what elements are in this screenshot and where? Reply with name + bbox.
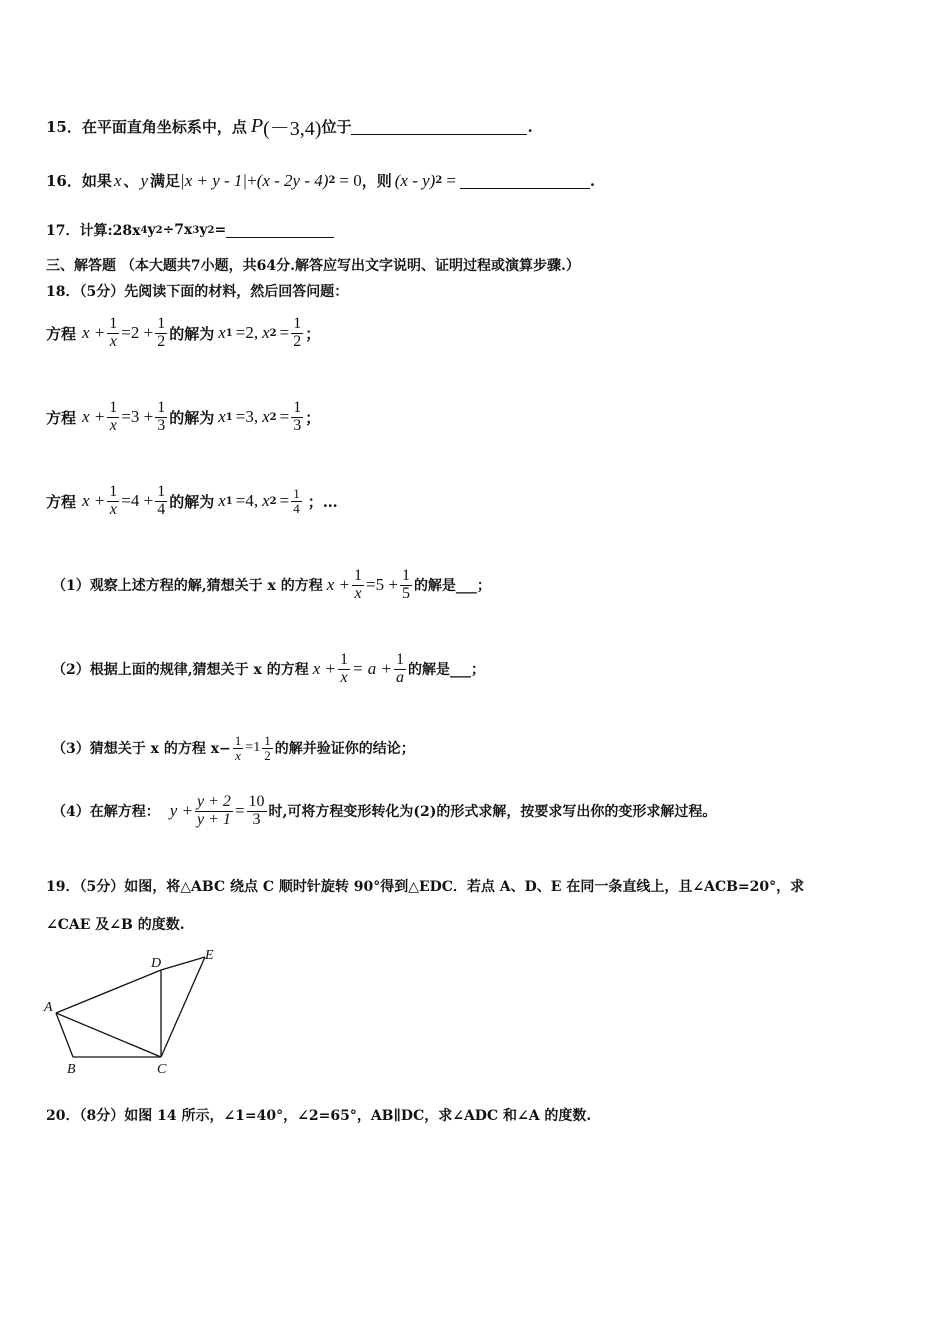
section-heading: 三、解答题 （本大题共7小题，共64分.解答应写出文字说明、证明过程或演算步骤.）: [46, 258, 580, 274]
label-C: C: [157, 1062, 167, 1077]
question-19-line-2: ∠CAE 及∠B 的度数.: [46, 917, 185, 933]
fraction: $\frac{10}{3}$: [248, 793, 265, 828]
equation-3: 方程 x + $\frac{1}{x}$ =4 + $\frac{1}{4}$ 的解为 x 1 =4, x 2 = $\frac{1}{4}$ ；…: [46, 483, 338, 518]
part-4: （4）在解方程： y + $\frac{y + 2}{y + 1}$ = $\frac{10}{3}$ 时,可将方程变形转化为(2)的形式求解，按要求写出你的变形求解过程。: [52, 793, 717, 828]
fraction: $\frac{1}{x}$: [234, 733, 242, 763]
fraction: $\frac{1}{4}$: [157, 483, 166, 518]
fraction: $\frac{1}{3}$: [293, 399, 302, 434]
fraction: 1 2: [264, 733, 271, 763]
answer-blank[interactable]: [460, 173, 590, 189]
triangle-figure: [40, 945, 240, 1080]
segment-DE: [161, 957, 205, 970]
answer-blank[interactable]: [351, 119, 527, 135]
fraction: $\frac{1}{x}$: [109, 399, 118, 434]
fraction: $\frac{1}{x}$: [354, 567, 362, 602]
equation-2: 方程 x + $\frac{1}{x}$ =3 + $\frac{1}{3}$ 的解为 x 1 =3, x 2 = $\frac{1}{3}$ ；: [46, 399, 321, 434]
segment-AD: [56, 970, 161, 1013]
label-E: E: [205, 948, 214, 963]
question-20: 20．（8分）如图 14 所示，∠1=40°，∠2=65°，AB∥DC，求∠ADC 和∠A 的度数.: [46, 1108, 592, 1124]
question-15: 15． 在平面直角坐标系中，点 P (－3,4) 位于 .: [46, 115, 533, 140]
fraction: $\frac{1}{2}$: [157, 315, 166, 350]
segment-EC: [161, 957, 205, 1057]
fraction: $\frac{1}{3}$: [157, 399, 166, 434]
label-B: B: [67, 1062, 76, 1077]
segment-AC: [56, 1013, 161, 1057]
label-A: A: [44, 1000, 53, 1015]
label-D: D: [151, 956, 162, 971]
part-3: （3）猜想关于 x 的方程 x− $\frac{1}{x}$ =1 1 2 的解并验证你的结论；: [52, 733, 415, 763]
answer-blank[interactable]: [226, 222, 334, 238]
question-19-line-1: 19．（5分）如图，将△ABC 绕点 C 顺时针旋转 90°得到△EDC．若点 A、D、E 在同一条直线上，且∠ACB=20°，求: [46, 879, 805, 895]
part-1: （1）观察上述方程的解,猜想关于 x 的方程 x + $\frac{1}{x}$ =5 + $\frac{1}{5}$ 的解是___；: [52, 567, 491, 602]
equation-1: 方程 x + $\frac{1}{x}$ =2 + $\frac{1}{2}$ 的解为 x 1 =2, x 2 = $\frac{1}{2}$ ；: [46, 315, 321, 350]
fraction: $\frac{1}{x}$: [109, 315, 118, 350]
fraction: $\frac{1}{x}$: [109, 483, 118, 518]
fraction: $\frac{1}{2}$: [293, 315, 302, 350]
part-2: （2）根据上面的规律,猜想关于 x 的方程 x + $\frac{1}{x}$ = a + $\frac{1}{a}$ 的解是___；: [52, 651, 485, 686]
question-16: 16． 如果 x 、 y 满足 |x + y - 1| + (x - 2y - 4) 2 = 0 ，则 (x - y) 2 = .: [46, 170, 596, 190]
fraction: $\frac{1}{x}$: [340, 651, 348, 686]
fraction: $\frac{1}{a}$: [395, 651, 404, 686]
fraction: $\frac{1}{5}$: [401, 567, 410, 602]
fraction: $\frac{1}{4}$: [293, 486, 300, 516]
question-18-heading: 18．（5分）先阅读下面的材料，然后回答问题：: [46, 284, 349, 300]
fraction: $\frac{y + 2}{y + 1}$: [197, 793, 231, 828]
question-17: 17． 计算:28x 4 y 2 ÷7x 3 y 2 =: [46, 220, 334, 240]
